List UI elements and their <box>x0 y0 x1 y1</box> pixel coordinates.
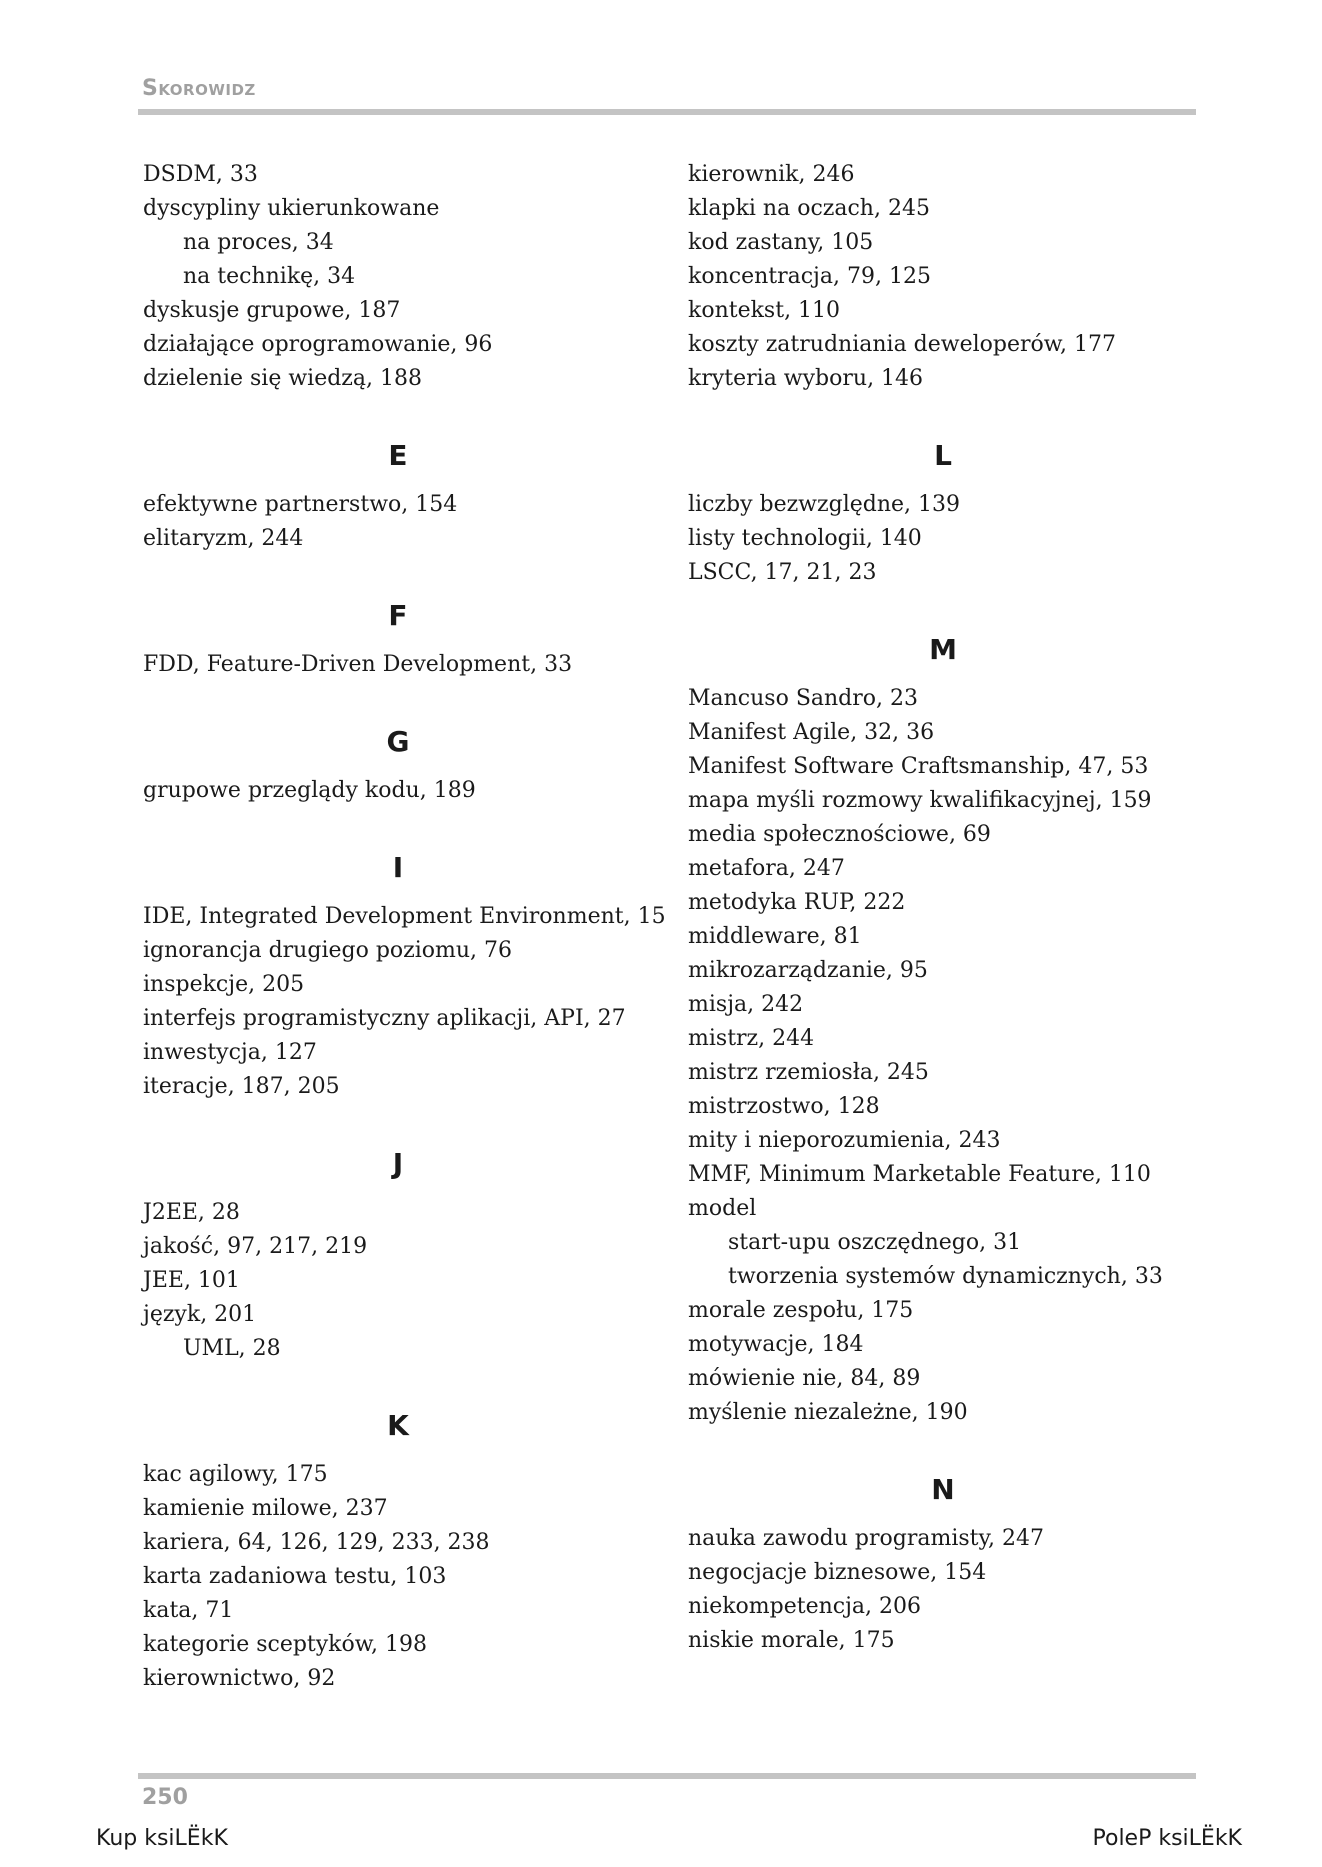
index-section-letter: L <box>934 439 952 472</box>
index-entry: interfejs programistyczny aplikacji, API, 27 <box>143 1006 626 1031</box>
index-entry: koncentracja, 79, 125 <box>688 264 931 289</box>
index-entry: dzielenie się wiedzą, 188 <box>143 366 422 391</box>
index-entry: listy technologii, 140 <box>688 526 922 551</box>
footer-rule <box>138 1773 1196 1779</box>
index-entry: motywacje, 184 <box>688 1332 864 1357</box>
index-entry: elitaryzm, 244 <box>143 526 304 551</box>
index-section-letter: M <box>929 633 957 666</box>
index-entry: Manifest Agile, 32, 36 <box>688 720 935 745</box>
index-entry: karta zadaniowa testu, 103 <box>143 1564 447 1589</box>
index-entry: model <box>688 1196 757 1221</box>
index-entry: metodyka RUP, 222 <box>688 890 906 915</box>
running-header: Skorowidz <box>142 76 256 101</box>
index-subentry: tworzenia systemów dynamicznych, 33 <box>728 1264 1163 1289</box>
index-entry: inwestycja, 127 <box>143 1040 317 1065</box>
index-entry: inspekcje, 205 <box>143 972 305 997</box>
index-entry: kod zastany, 105 <box>688 230 874 255</box>
index-entry: jakość, 97, 217, 219 <box>143 1234 368 1259</box>
index-subentry: na technikę, 34 <box>183 264 356 289</box>
index-entry: koszty zatrudniania deweloperów, 177 <box>688 332 1116 357</box>
index-column-right <box>688 158 1198 1658</box>
index-entry: dyskusje grupowe, 187 <box>143 298 401 323</box>
section-spacer <box>143 1366 653 1406</box>
index-entry: kryteria wyboru, 146 <box>688 366 924 391</box>
index-section-letter: F <box>388 599 408 632</box>
index-entry: kariera, 64, 126, 129, 233, 238 <box>143 1530 490 1555</box>
index-entry: niekompetencja, 206 <box>688 1594 922 1619</box>
index-entry: kierownictwo, 92 <box>143 1666 336 1691</box>
index-entry: JEE, 101 <box>143 1268 240 1293</box>
index-entry: Manifest Software Craftsmanship, 47, 53 <box>688 754 1149 779</box>
index-entry: nauka zawodu programisty, 247 <box>688 1526 1044 1551</box>
section-spacer <box>143 396 653 436</box>
index-entry: kategorie sceptyków, 198 <box>143 1632 427 1657</box>
index-entry: MMF, Minimum Marketable Feature, 110 <box>688 1162 1151 1187</box>
index-entry: mapa myśli rozmowy kwalifikacyjnej, 159 <box>688 788 1152 813</box>
index-entry: mistrz, 244 <box>688 1026 815 1051</box>
index-entry: ignorancja drugiego poziomu, 76 <box>143 938 513 963</box>
section-spacer <box>143 808 653 848</box>
index-entry: metafora, 247 <box>688 856 845 881</box>
index-section-letter: J <box>392 1147 404 1180</box>
section-spacer <box>688 396 1198 436</box>
index-entry: Mancuso Sandro, 23 <box>688 686 919 711</box>
index-entry: FDD, Feature-Driven Development, 33 <box>143 652 573 677</box>
index-entry: mity i nieporozumienia, 243 <box>688 1128 1001 1153</box>
footer-recommend-book-link[interactable]: PoleP ksiLЁkK <box>1092 1826 1242 1851</box>
index-section-letter: G <box>386 725 410 758</box>
index-entry: mistrzostwo, 128 <box>688 1094 880 1119</box>
index-entry: morale zespołu, 175 <box>688 1298 914 1323</box>
index-section-letter: K <box>387 1409 409 1442</box>
index-entry: kac agilowy, 175 <box>143 1462 328 1487</box>
section-spacer <box>143 682 653 722</box>
page-number: 250 <box>142 1785 188 1810</box>
section-spacer <box>143 1104 653 1144</box>
index-entry: negocjacje biznesowe, 154 <box>688 1560 987 1585</box>
index-entry: kamienie milowe, 237 <box>143 1496 388 1521</box>
index-entry: kata, 71 <box>143 1598 234 1623</box>
index-section-letter: I <box>392 851 404 884</box>
index-entry: misja, 242 <box>688 992 804 1017</box>
index-entry: media społecznościowe, 69 <box>688 822 991 847</box>
index-entry: mówienie nie, 84, 89 <box>688 1366 921 1391</box>
section-spacer <box>688 1430 1198 1470</box>
index-column-left <box>143 158 666 1696</box>
header-rule <box>138 109 1196 115</box>
index-entry: middleware, 81 <box>688 924 862 949</box>
index-entry: liczby bezwzględne, 139 <box>688 492 960 517</box>
index-entry: grupowe przeglądy kodu, 189 <box>143 778 476 803</box>
index-entry: klapki na oczach, 245 <box>688 196 930 221</box>
index-entry: mistrz rzemiosła, 245 <box>688 1060 929 1085</box>
index-entry: działające oprogramowanie, 96 <box>143 332 493 357</box>
index-subentry: na proces, 34 <box>183 230 334 255</box>
index-entry: IDE, Integrated Development Environment, 15 <box>143 904 666 929</box>
index-entry: LSCC, 17, 21, 23 <box>688 560 877 585</box>
footer-buy-book-link[interactable]: Kup ksiLЁkK <box>96 1826 228 1851</box>
index-entry: iteracje, 187, 205 <box>143 1074 340 1099</box>
index-entry: niskie morale, 175 <box>688 1628 895 1653</box>
index-entry: dyscypliny ukierunkowane <box>143 196 440 221</box>
index-entry: mikrozarządzanie, 95 <box>688 958 928 983</box>
index-entry: język, 201 <box>143 1302 257 1327</box>
index-entry: DSDM, 33 <box>143 162 258 187</box>
section-spacer <box>688 590 1198 630</box>
index-entry: kierownik, 246 <box>688 162 855 187</box>
index-entry: myślenie niezależne, 190 <box>688 1400 968 1425</box>
index-entry: J2EE, 28 <box>143 1200 240 1225</box>
index-entry: efektywne partnerstwo, 154 <box>143 492 458 517</box>
index-subentry: start-upu oszczędnego, 31 <box>728 1230 1022 1255</box>
index-entry: kontekst, 110 <box>688 298 841 323</box>
index-subentry: UML, 28 <box>183 1336 281 1361</box>
section-spacer <box>143 556 653 596</box>
index-section-letter: E <box>388 439 408 472</box>
index-section-letter: N <box>931 1473 955 1506</box>
